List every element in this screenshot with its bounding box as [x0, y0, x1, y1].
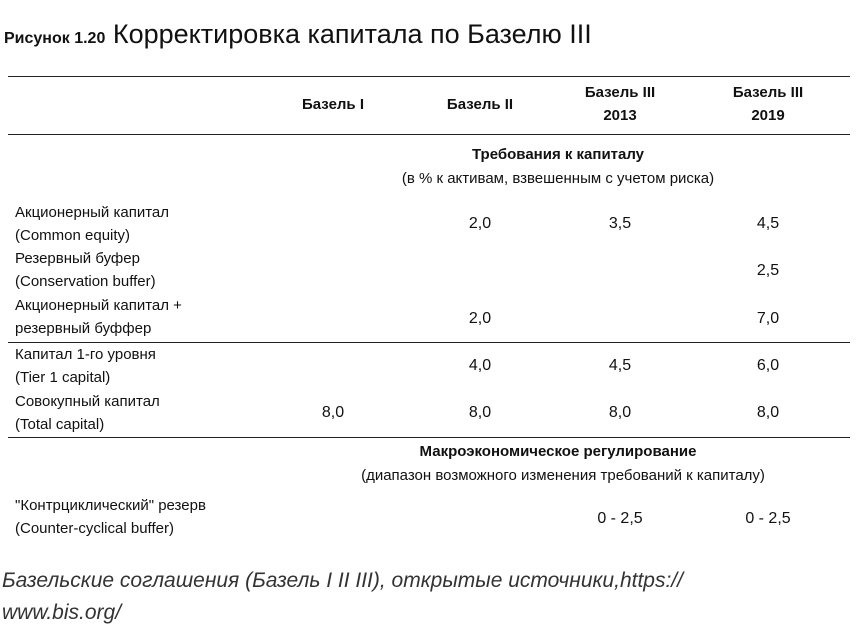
row-label-line2: (Conservation buffer) [15, 273, 156, 290]
row-label-line2: (Counter-cyclical buffer) [15, 520, 174, 537]
row-label-common-equity [15, 201, 169, 247]
row-label-conservation-buffer [15, 247, 156, 293]
value-common-equity-basel3-2019: 4,5 [756, 215, 780, 232]
value-countercyclical-basel3-2013: 0 - 2,5 [597, 510, 643, 527]
row-label-total-capital [15, 390, 160, 436]
value-tier1-basel3-2013: 4,5 [608, 357, 632, 374]
value-total-capital-basel2: 8,0 [468, 404, 492, 421]
col-header-basel3-2019-name: Базель III [732, 84, 804, 101]
col-header-basel3-2013 [560, 81, 680, 127]
row-label-countercyclical-buffer [15, 494, 206, 540]
row-label-equity-plus-buffer [15, 294, 182, 340]
row-label-line1: Совокупный капитал [15, 393, 160, 410]
col-header-basel1: Базель I [302, 96, 364, 113]
section-capital-requirements-subtitle: (в % к активам, взвешенным с учетом риска) [401, 170, 715, 187]
row-label-line2: (Tier 1 capital) [15, 369, 111, 386]
col-header-basel3-2019 [708, 81, 828, 127]
table-top-rule [8, 76, 850, 77]
source-line1: Базельские соглашения (Базель I II III), открытые источники,https:// [2, 569, 683, 592]
col-header-basel3-2019-year: 2019 [751, 107, 785, 124]
header-bottom-rule [8, 134, 850, 135]
row-label-tier1-capital [15, 343, 156, 389]
figure-title [4, 16, 592, 57]
col-header-basel3-2013-year: 2013 [603, 107, 637, 124]
row-label-line2: (Total capital) [15, 416, 105, 433]
value-total-capital-basel3-2013: 8,0 [608, 404, 632, 421]
source-line2: www.bis.org/ [2, 601, 122, 624]
source-caption [2, 565, 782, 629]
value-countercyclical-basel3-2019: 0 - 2,5 [745, 510, 791, 527]
value-tier1-basel3-2019: 6,0 [756, 357, 780, 374]
figure-label: Рисунок 1.20 [4, 30, 106, 47]
basel-capital-table [8, 76, 850, 546]
value-common-equity-basel2: 2,0 [468, 215, 492, 232]
row-label-line2: (Common equity) [15, 227, 131, 244]
row-label-line1: Резервный буфер [15, 250, 140, 267]
figure-caption: Корректировка капитала по Базелю III [112, 19, 592, 49]
section-macro-regulation-title: Макроэкономическое регулирование [419, 443, 697, 460]
value-tier1-basel2: 4,0 [468, 357, 492, 374]
row-label-line1: Акционерный капитал [15, 204, 169, 221]
value-total-capital-basel3-2019: 8,0 [756, 404, 780, 421]
section-capital-requirements-title: Требования к капиталу [471, 146, 645, 163]
value-common-equity-basel3-2013: 3,5 [608, 215, 632, 232]
section-macro-regulation-subtitle: (диапазон возможного изменения требований к капиталу) [361, 467, 765, 484]
value-equity-plus-buffer-basel2: 2,0 [468, 310, 492, 327]
row-label-line1: Акционерный капитал + [15, 297, 182, 314]
row-label-line2: резервный буффер [15, 320, 152, 337]
row-label-line1: "Контрциклический" резерв [15, 497, 206, 514]
row-label-line1: Капитал 1-го уровня [15, 346, 156, 363]
value-conservation-buffer-basel3-2019: 2,5 [756, 262, 780, 279]
section-rule-macro [8, 437, 850, 438]
value-equity-plus-buffer-basel3-2019: 7,0 [756, 310, 780, 327]
value-total-capital-basel1: 8,0 [321, 404, 345, 421]
col-header-basel3-2013-name: Базель III [584, 84, 656, 101]
col-header-basel2: Базель II [446, 96, 514, 113]
